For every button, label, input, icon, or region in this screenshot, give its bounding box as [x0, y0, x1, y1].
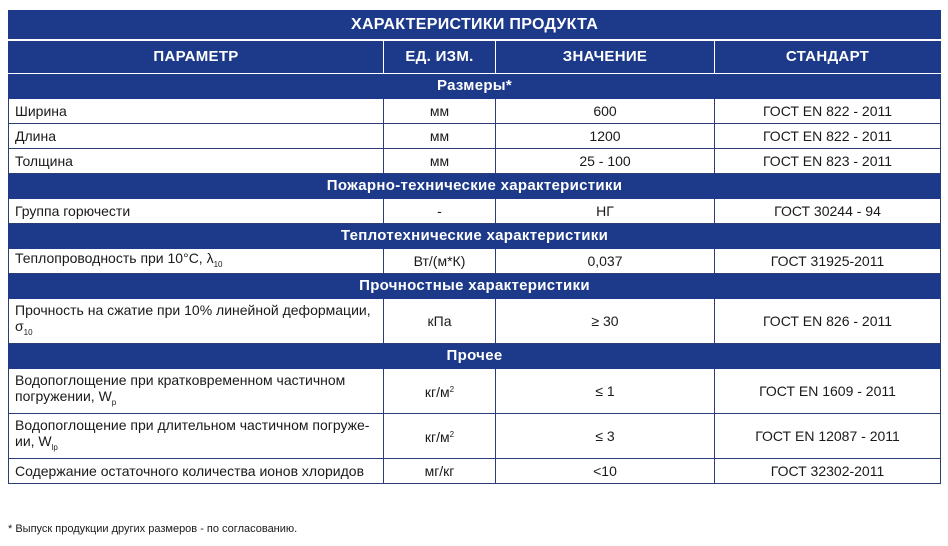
- table-row: [9, 299, 941, 344]
- parameter-text: Толщина: [15, 153, 73, 169]
- table-row: [9, 369, 941, 414]
- cell-standard: ГОСТ EN 1609 - 2011: [715, 369, 941, 414]
- parameter-text: Содержание остаточного количества ионов хлоридов: [15, 463, 365, 479]
- unit-text: кг/м: [424, 429, 450, 445]
- cell-parameter: [9, 369, 384, 414]
- parameter-text: Ширина: [15, 103, 67, 119]
- cell-standard: ГОСТ 32302-2011: [715, 459, 941, 484]
- cell-standard: ГОСТ 30244 - 94: [715, 199, 941, 224]
- unit-superscript: 2: [449, 385, 455, 394]
- parameter-text: Длина: [15, 128, 56, 144]
- unit-text: -: [437, 203, 442, 219]
- cell-parameter: [9, 99, 384, 124]
- cell-unit: [384, 414, 496, 459]
- cell-value: 600: [496, 99, 715, 124]
- cell-value: НГ: [496, 199, 715, 224]
- cell-parameter: [9, 459, 384, 484]
- cell-unit: [384, 199, 496, 224]
- section-header-row: [9, 74, 941, 99]
- section-header-row: [9, 344, 941, 369]
- column-header-unit: ЕД. ИЗМ.: [384, 40, 496, 74]
- cell-parameter: [9, 299, 384, 344]
- table-body: [9, 11, 941, 484]
- cell-value: 25 - 100: [496, 149, 715, 174]
- section-title: Прочностные характеристики: [9, 274, 941, 299]
- parameter-subscript: lp: [51, 442, 58, 452]
- unit-text: мм: [429, 153, 450, 169]
- table-row: [9, 99, 941, 124]
- table-row: [9, 249, 941, 274]
- cell-parameter: [9, 249, 384, 274]
- column-header-value: ЗНАЧЕНИЕ: [496, 40, 715, 74]
- unit-text: мм: [429, 128, 450, 144]
- parameter-text: Теплопроводность при 10°С, λ: [15, 249, 214, 266]
- cell-standard: ГОСТ 31925-2011: [715, 249, 941, 274]
- parameter-subscript: 10: [213, 259, 223, 269]
- parameter-text: Прочность на сжатие при 10% линейной деформации, σ: [15, 301, 371, 334]
- cell-value: ≤ 3: [496, 414, 715, 459]
- cell-standard: ГОСТ EN 12087 - 2011: [715, 414, 941, 459]
- cell-parameter: [9, 124, 384, 149]
- cell-unit: [384, 99, 496, 124]
- parameter-text: Водопоглощение при длительном частичном погруже-ии, W: [15, 416, 370, 449]
- table-title-row: [9, 11, 941, 41]
- cell-unit: [384, 249, 496, 274]
- product-characteristics-table: [8, 10, 941, 484]
- cell-unit: [384, 149, 496, 174]
- table-header-row: [9, 40, 941, 74]
- parameter-subscript: p: [111, 397, 117, 407]
- section-title: Теплотехнические характеристики: [9, 224, 941, 249]
- cell-value: ≤ 1: [496, 369, 715, 414]
- unit-text: Вт/(м*К): [413, 253, 466, 269]
- parameter-text: Группа горючести: [15, 203, 131, 219]
- table-title: ХАРАКТЕРИСТИКИ ПРОДУКТА: [9, 11, 941, 41]
- cell-unit: [384, 459, 496, 484]
- table-row: [9, 149, 941, 174]
- section-title: Размеры*: [9, 74, 941, 99]
- cell-value: ≥ 30: [496, 299, 715, 344]
- section-title: Пожарно-технические характеристики: [9, 174, 941, 199]
- section-header-row: [9, 224, 941, 249]
- table-row: [9, 414, 941, 459]
- table-row: [9, 124, 941, 149]
- cell-value: 1200: [496, 124, 715, 149]
- unit-text: мм: [429, 103, 450, 119]
- unit-text: кг/м: [424, 384, 450, 400]
- cell-value: 0,037: [496, 249, 715, 274]
- cell-standard: ГОСТ EN 823 - 2011: [715, 149, 941, 174]
- cell-unit: [384, 124, 496, 149]
- cell-standard: ГОСТ EN 822 - 2011: [715, 99, 941, 124]
- cell-parameter: [9, 414, 384, 459]
- unit-text: кПа: [427, 313, 452, 329]
- section-header-row: [9, 274, 941, 299]
- parameter-text: Водопоглощение при кратковременном частичном погружении, W: [15, 371, 346, 404]
- footnote: * Выпуск продукции других размеров - по согласованию.: [8, 523, 298, 535]
- column-header-standard: СТАНДАРТ: [715, 40, 941, 74]
- table-row: [9, 459, 941, 484]
- section-header-row: [9, 174, 941, 199]
- parameter-subscript: 10: [23, 327, 33, 337]
- cell-value: <10: [496, 459, 715, 484]
- unit-text: мг/кг: [424, 463, 455, 479]
- cell-parameter: [9, 199, 384, 224]
- cell-standard: ГОСТ EN 822 - 2011: [715, 124, 941, 149]
- product-characteristics-table-wrapper: [8, 10, 940, 484]
- unit-superscript: 2: [449, 430, 455, 439]
- column-header-parameter: ПАРАМЕТР: [9, 40, 384, 74]
- cell-parameter: [9, 149, 384, 174]
- cell-standard: ГОСТ EN 826 - 2011: [715, 299, 941, 344]
- cell-unit: [384, 299, 496, 344]
- cell-unit: [384, 369, 496, 414]
- section-title: Прочее: [9, 344, 941, 369]
- table-row: [9, 199, 941, 224]
